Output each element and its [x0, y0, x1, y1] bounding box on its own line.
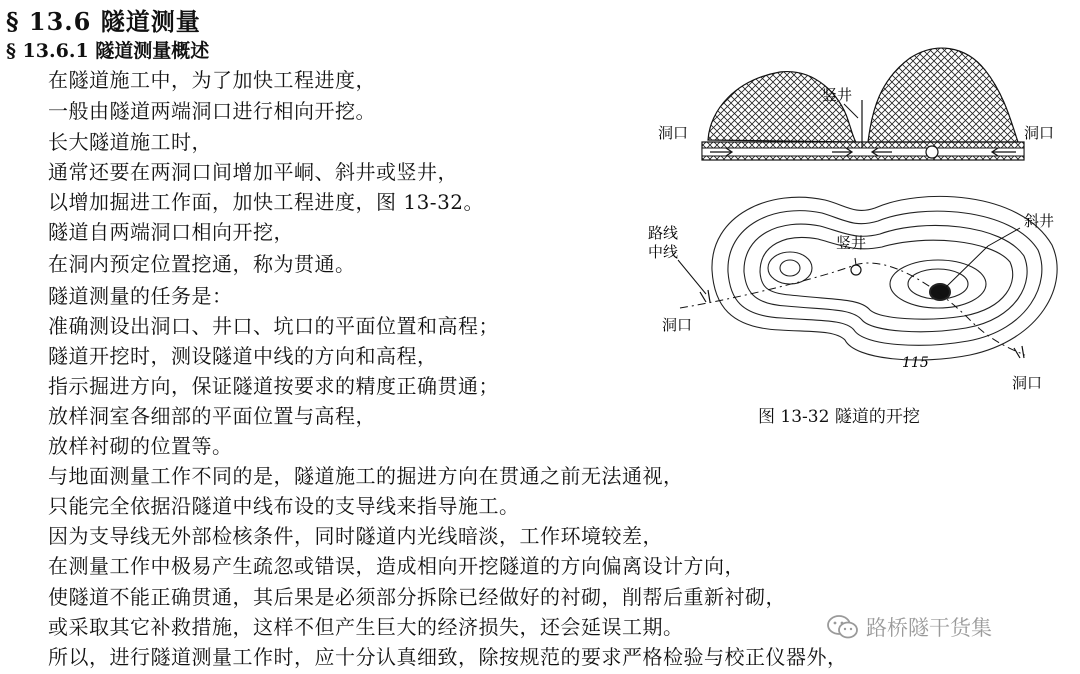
label-shaft-plan: 竖井 — [836, 234, 867, 252]
label-portal-left-plan: 洞口 — [662, 316, 693, 334]
paragraph-line: 隧道测量的任务是： — [48, 284, 233, 308]
paragraph-line: 准确测设出洞口、井口、坑口的平面位置和高程； — [48, 314, 499, 338]
label-portal-right-plan: 洞口 — [1012, 374, 1043, 392]
paragraph-line: 长大隧道施工时， — [48, 130, 212, 154]
paragraph-line: 隧道自两端洞口相向开挖， — [48, 220, 294, 244]
paragraph-line: 通常还要在两洞口间增加平峒、斜井或竖井， — [48, 160, 458, 184]
label-incline: 斜井 — [1024, 212, 1055, 230]
route-centerline — [680, 263, 1025, 355]
section-title: § 13.6 隧道测量 — [6, 7, 201, 36]
paragraph-line: 与地面测量工作不同的是，隧道施工的掘进方向在贯通之前无法通视， — [48, 464, 684, 488]
tunnel-bore — [702, 148, 1024, 156]
shaft-plan-marker — [851, 265, 861, 275]
watermark — [826, 612, 992, 642]
paragraph-line: 因为支导线无外部检核条件，同时隧道内光线暗淡，工作环境较差， — [48, 524, 663, 548]
paragraph-line: 或采取其它补救措施，这样不但产生巨大的经济损失，还会延误工期。 — [48, 615, 684, 639]
paragraph-line: 隧道开挖时，测设隧道中线的方向和高程， — [48, 344, 438, 368]
mountain-right — [868, 48, 1018, 142]
label-shaft: 竖井 — [822, 86, 853, 104]
label-contour-115: 115 — [902, 355, 929, 371]
tunnel-excavation-figure — [640, 40, 1070, 415]
paragraph-line: 放样衬砌的位置等。 — [48, 434, 233, 458]
mountain-left — [708, 72, 856, 142]
incline-line — [945, 246, 988, 288]
label-portal-right: 洞口 — [1024, 124, 1055, 142]
paragraph-line: 使隧道不能正确贯通，其后果是必须部分拆除已经做好的衬砌，削帮后重新衬砌， — [48, 585, 786, 609]
wechat-icon — [826, 613, 860, 641]
label-route-line-2: 中线 — [648, 243, 679, 261]
figure-caption: 图 13-32 隧道的开挖 — [758, 407, 920, 427]
paragraph-line: 在隧道施工中，为了加快工程进度， — [48, 68, 376, 92]
paragraph-line: 一般由隧道两端洞口进行相向开挖。 — [48, 99, 376, 123]
plan-view — [680, 196, 1057, 360]
paragraph-line: 只能完全依据沿隧道中线布设的支导线来指导施工。 — [48, 494, 520, 518]
subsection-title: § 13.6.1 隧道测量概述 — [6, 40, 210, 62]
paragraph-line: 在洞内预定位置挖通，称为贯通。 — [48, 252, 356, 276]
shaft-opening — [926, 146, 938, 158]
paragraph-line: 放样洞室各细部的平面位置与高程， — [48, 404, 376, 428]
label-portal-left: 洞口 — [658, 124, 689, 142]
label-route-line: 路线 — [648, 224, 679, 242]
paragraph-line: 所以，进行隧道测量工作时，应十分认真细致，除按规范的要求严格检验与校正仪器外， — [48, 645, 848, 669]
paragraph-line: 以增加掘进工作面，加快工程进度，图 13-32。 — [48, 190, 485, 214]
profile-view — [658, 48, 1054, 160]
watermark-text: 路桥隧干货集 — [866, 616, 992, 640]
paragraph-line: 指示掘进方向，保证隧道按要求的精度正确贯通； — [48, 374, 499, 398]
paragraph-line: 在测量工作中极易产生疏忽或错误，造成相向开挖隧道的方向偏离设计方向， — [48, 554, 745, 578]
contour-outer — [712, 196, 1057, 360]
